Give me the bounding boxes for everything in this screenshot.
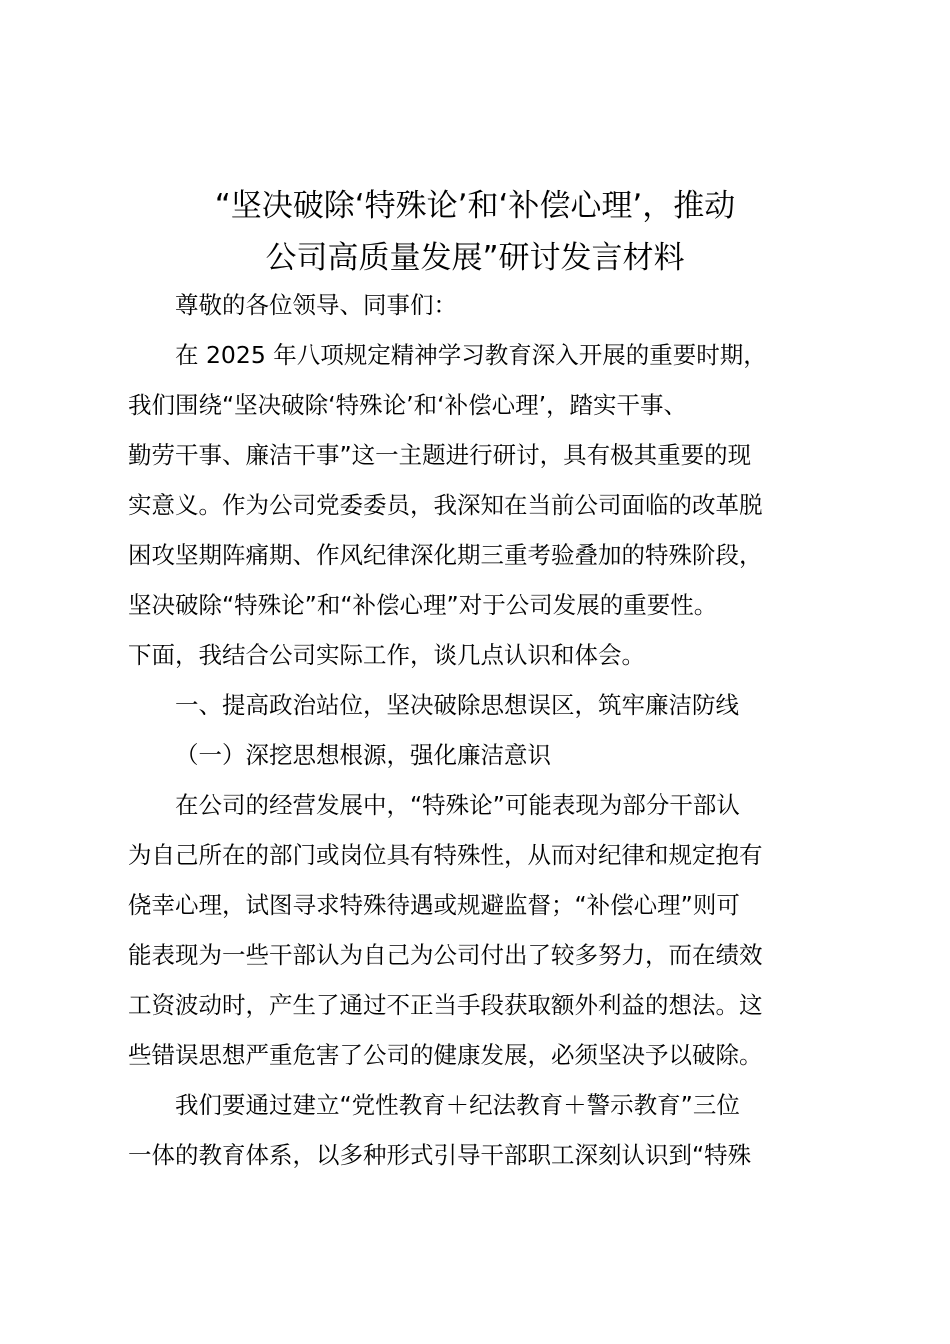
paragraph-line: 勤劳干事、廉洁干事”这一主题进行研讨，具有极其重要的现 [128,441,752,469]
paragraph-1 [128,330,832,680]
paragraph-line: 我们要通过建立“党性教育＋纪法教育＋警示教育”三位 [175,1091,740,1119]
section-heading-2: （一）深挖思想根源，强化廉洁意识 [175,741,551,769]
title-line-1: “坚决破除‘特殊论’和‘补偿心理’，推动 [214,188,736,224]
paragraph-line: 工资波动时，产生了通过不正当手段获取额外利益的想法。这 [128,991,763,1019]
paragraph-line: 在 2025 年八项规定精神学习教育深入开展的重要时期， [175,341,767,369]
paragraph-line: 些错误思想严重危害了公司的健康发展，必须坚决予以破除。 [128,1041,763,1069]
paragraph-line: 实意义。作为公司党委委员，我深知在当前公司面临的改革脱 [128,491,763,519]
paragraph-2 [128,780,832,1080]
paragraph-line: 能表现为一些干部认为自己为公司付出了较多努力，而在绩效 [128,941,763,969]
paragraph-line: 侥幸心理，试图寻求特殊待遇或规避监督；“补偿心理”则可 [128,891,740,919]
title-line-2: 公司高质量发展”研讨发言材料 [265,240,685,276]
paragraph-line: 坚决破除“特殊论”和“补偿心理”对于公司发展的重要性。 [128,591,718,619]
paragraph-line: 困攻坚期阵痛期、作风纪律深化期三重考验叠加的特殊阶段， [128,541,763,569]
paragraph-line: 下面，我结合公司实际工作，谈几点认识和体会。 [128,641,645,669]
paragraph-line: 为自己所在的部门或岗位具有特殊性，从而对纪律和规定抱有 [128,841,763,869]
document-body [128,280,832,1180]
paragraph-line: 在公司的经营发展中，“特殊论”可能表现为部分干部认 [175,791,740,819]
section-heading-1: 一、提高政治站位，坚决破除思想误区，筑牢廉洁防线 [175,691,739,719]
paragraph-line: 我们围绕“坚决破除‘特殊论’和‘补偿心理’，踏实干事、 [128,391,688,419]
document-title [120,180,830,284]
paragraph-3 [128,1080,832,1180]
salutation: 尊敬的各位领导、同事们： [175,291,457,319]
paragraph-line: 一体的教育体系，以多种形式引导干部职工深刻认识到“特殊 [128,1141,752,1169]
